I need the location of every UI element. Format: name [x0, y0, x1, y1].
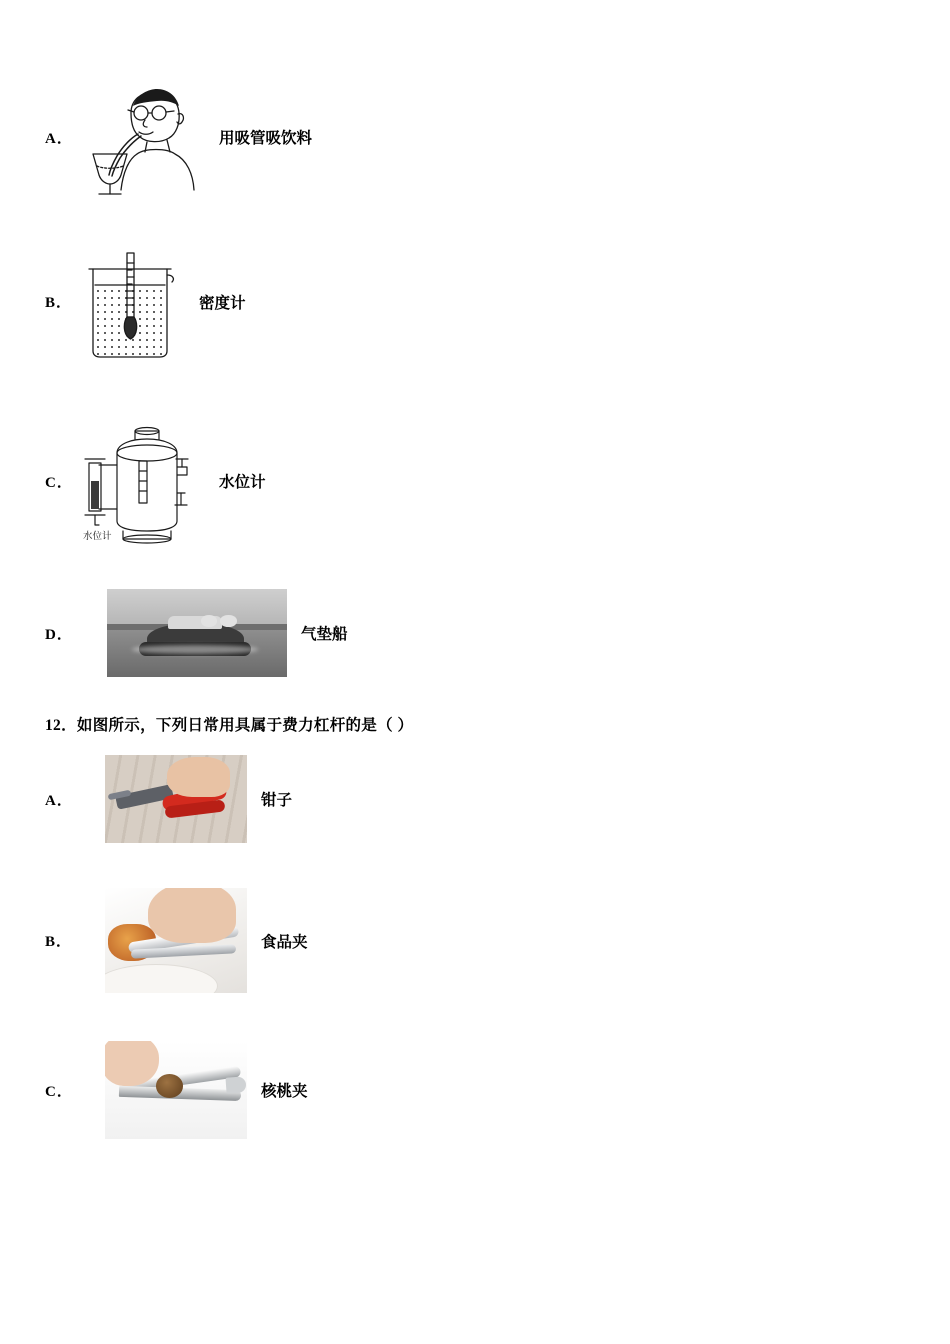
option-row-12a — [45, 743, 905, 855]
option-caption-12a: 钳子 — [261, 792, 293, 809]
nutcracker-photo — [105, 1041, 247, 1139]
option-caption-12b: 食品夹 — [261, 933, 308, 951]
option-letter-c: C． — [45, 474, 73, 491]
water-level-gauge-figure — [75, 419, 205, 544]
option-letter-12c: C． — [45, 1083, 73, 1100]
option-letter-d: D． — [45, 626, 73, 643]
gauge-inner-label: 水位计 — [83, 530, 112, 542]
option-row-a — [45, 72, 905, 202]
option-letter-b: B． — [45, 295, 73, 311]
question-12-number: 12． — [45, 717, 77, 734]
option-row-12b — [45, 873, 905, 1008]
option-caption-c: 水位计 — [219, 474, 266, 491]
option-letter-12b: B． — [45, 934, 73, 950]
option-caption-12c: 核桃夹 — [261, 1083, 308, 1100]
option-row-b — [45, 224, 905, 379]
photo-hand — [148, 888, 236, 943]
straw-drinking-figure — [75, 80, 205, 195]
hovercraft-photo — [107, 589, 287, 677]
question-12-line — [45, 713, 905, 735]
pliers-photo — [105, 755, 247, 843]
option-caption-d: 气垫船 — [301, 626, 348, 643]
page-content — [45, 72, 905, 1154]
option-row-d — [45, 583, 905, 683]
option-caption-a: 用吸管吸饮料 — [219, 130, 313, 147]
question-12-stem: 如图所示，下列日常用具属于费力杠杆的是（ ） — [76, 717, 414, 734]
option-letter-a: A． — [45, 130, 73, 147]
walnut — [156, 1074, 183, 1098]
photo-hand — [167, 757, 229, 797]
option-row-12c — [45, 1026, 905, 1154]
option-letter-12a: A． — [45, 792, 73, 809]
nutcracker-tip — [225, 1077, 246, 1094]
hovercraft-fan-right — [220, 615, 236, 626]
option-caption-b: 密度计 — [199, 294, 246, 312]
hydrometer-figure — [75, 247, 185, 357]
hovercraft-fan-left — [201, 615, 217, 626]
food-tongs-photo — [105, 888, 247, 993]
option-row-c — [45, 401, 905, 561]
